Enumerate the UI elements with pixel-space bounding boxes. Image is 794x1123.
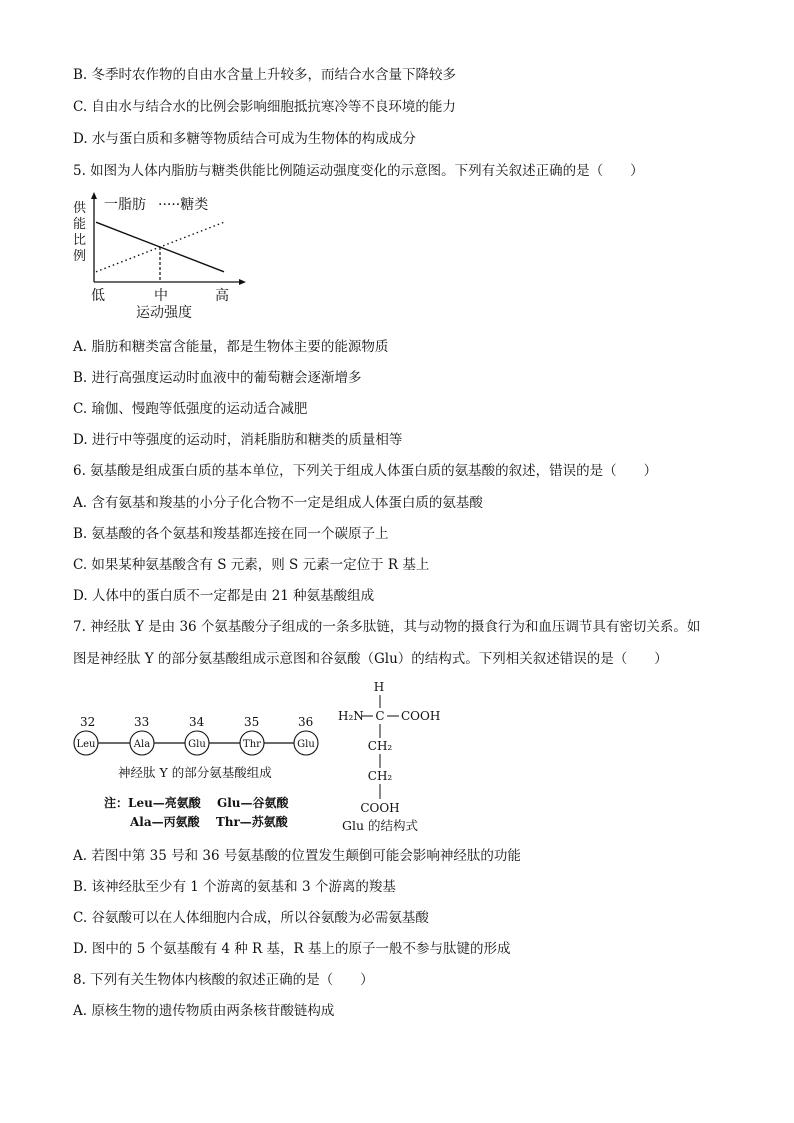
q5-option-a: A. 脂肪和糖类富含能量，都是生物体主要的能源物质 [73, 339, 389, 355]
q8-option-a: A. 原核生物的遗传物质由两条核苷酸链构成 [73, 1003, 335, 1019]
legend-fat: 一脂肪 [104, 197, 146, 213]
x-axis-arrow [239, 279, 246, 285]
residue-label: Glu [188, 739, 206, 750]
q5-stem: 5. 如图为人体内脂肪与糖类供能比例随运动强度变化的示意图。下列有关叙述正确的是（ ） [73, 163, 644, 179]
peptide-chain [74, 715, 318, 755]
q7-option-b: B. 该神经肽至少有 1 个游离的氨基和 3 个游离的羧基 [73, 879, 396, 895]
alpha-carbon: C [375, 709, 385, 723]
q5-chart [66, 190, 256, 325]
y-label-char: 例 [73, 249, 87, 264]
y-label-char: 供 [73, 201, 87, 216]
y-label-char: 能 [73, 217, 87, 232]
carboxyl-group: COOH [401, 709, 441, 723]
series-layer [96, 222, 224, 282]
residue-number: 36 [298, 715, 314, 729]
q5-option-d: D. 进行中等强度的运动时，消耗脂肪和糖类的质量相等 [73, 432, 403, 448]
q7-option-c: C. 谷氨酸可以在人体细胞内合成，所以谷氨酸为必需氨基酸 [73, 910, 429, 926]
residue-label: Glu [297, 739, 315, 750]
q7-stem-line1: 7. 神经肽 Y 是由 36 个氨基酸分子组成的一条多肽链，其与动物的摄食行为和血压调节具有密切关系。如 [73, 619, 701, 635]
x-tick-mid: 中 [154, 288, 168, 304]
y-axis-label [73, 201, 87, 264]
residue-label: Leu [76, 739, 96, 750]
x-tick-high: 高 [215, 288, 229, 304]
residue-number: 33 [134, 715, 150, 729]
y-axis-arrow [91, 192, 97, 199]
q6-option-d: D. 人体中的蛋白质不一定都是由 21 种氨基酸组成 [73, 588, 375, 604]
q5-option-b: B. 进行高强度运动时血液中的葡萄糖会逐渐增多 [73, 370, 362, 386]
amino-group: H₂N [338, 709, 364, 723]
structure-caption: Glu 的结构式 [341, 818, 419, 833]
y-label-char: 比 [73, 233, 87, 248]
atom-h: H [373, 680, 385, 694]
note-line2: Ala—丙氨酸 Thr—苏氨酸 [130, 815, 288, 829]
q6-option-a: A. 含有氨基和羧基的小分子化合物不一定是组成人体蛋白质的氨基酸 [73, 495, 483, 511]
q8-stem: 8. 下列有关生物体内核酸的叙述正确的是（ ） [73, 972, 374, 988]
glu-structure [338, 680, 440, 833]
q7-stem-line2: 图是神经肽 Y 的部分氨基酸组成示意图和谷氨酸（Glu）的结构式。下列相关叙述错误的是（ ） [73, 651, 668, 667]
q7-option-d: D. 图中的 5 个氨基酸有 4 种 R 基，R 基上的原子一般不参与肽键的形成 [73, 941, 511, 957]
q7-figure [70, 676, 460, 838]
ch2-group: CH₂ [367, 739, 393, 753]
q5-option-c: C. 瑜伽、慢跑等低强度的运动适合减肥 [73, 401, 308, 417]
residue-label: Thr [243, 739, 261, 750]
residue-number: 35 [244, 715, 260, 729]
x-tick-low: 低 [91, 288, 105, 304]
x-axis-label: 运动强度 [136, 305, 192, 321]
residue-label: Ala [133, 739, 151, 750]
q6-stem: 6. 氨基酸是组成蛋白质的基本单位，下列关于组成人体蛋白质的氨基酸的叙述，错误的是（ ） [73, 463, 658, 479]
q4-option-c: C. 自由水与结合水的比例会影响细胞抵抗寒冷等不良环境的能力 [73, 99, 456, 115]
side-carboxyl: COOH [360, 801, 400, 815]
residue-number: 34 [189, 715, 205, 729]
q6-option-b: B. 氨基酸的各个氨基和羧基都连接在同一个碳原子上 [73, 526, 389, 542]
note-line1: 注：Leu—亮氨酸 Glu—谷氨酸 [104, 796, 289, 810]
residue-number: 32 [80, 715, 96, 729]
chain-caption: 神经肽 Y 的部分氨基酸组成 [118, 765, 272, 780]
legend-sugar: ·····糖类 [158, 197, 209, 213]
q4-option-b: B. 冬季时农作物的自由水含量上升较多，而结合水含量下降较多 [73, 67, 457, 83]
q7-option-a: A. 若图中第 35 号和 36 号氨基酸的位置发生颠倒可能会影响神经肽的功能 [73, 848, 521, 864]
q4-option-d: D. 水与蛋白质和多糖等物质结合可成为生物体的构成成分 [73, 131, 416, 147]
q6-option-c: C. 如果某种氨基酸含有 S 元素，则 S 元素一定位于 R 基上 [73, 557, 430, 573]
ch2-group: CH₂ [367, 769, 393, 783]
